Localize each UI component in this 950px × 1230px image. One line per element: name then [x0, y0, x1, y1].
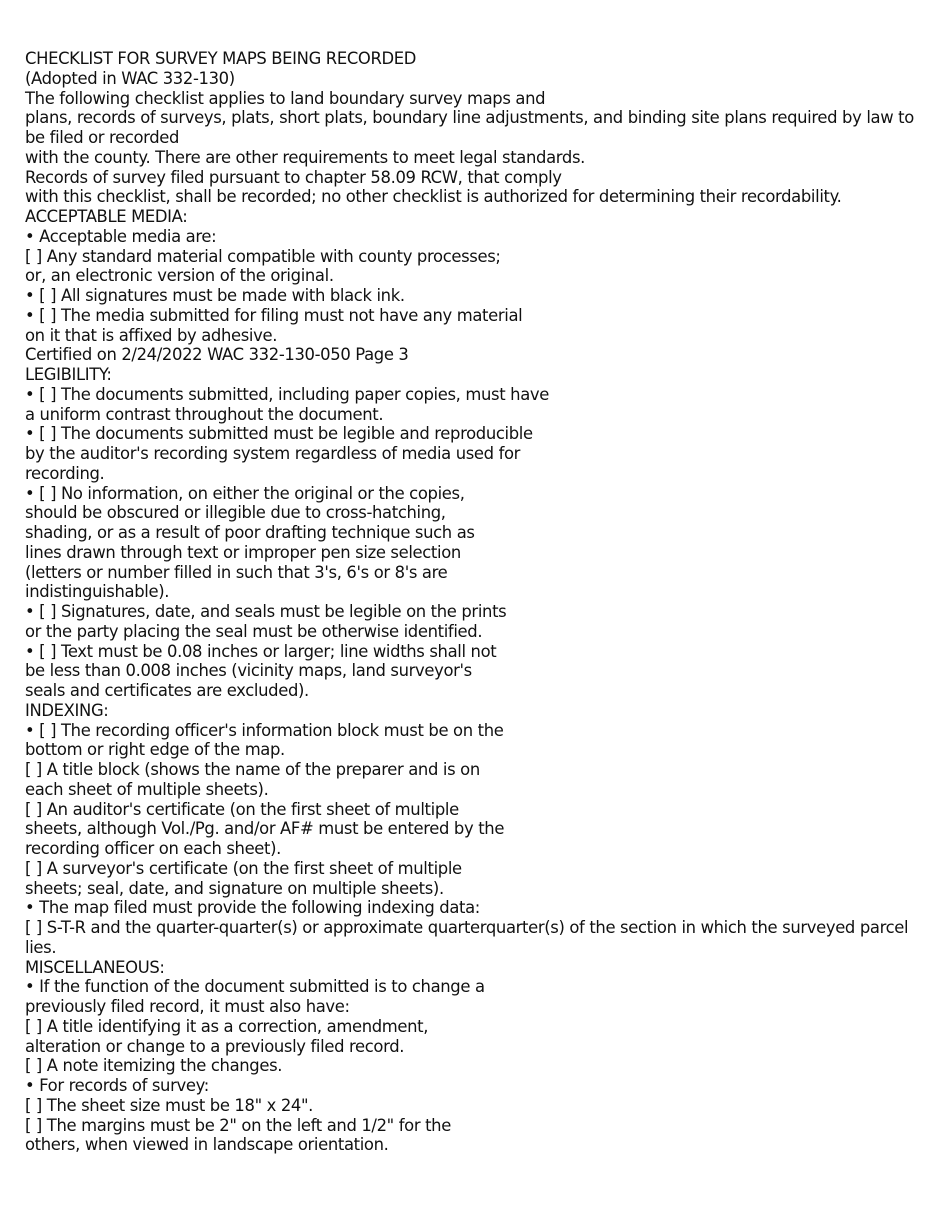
document-body: [25, 49, 919, 1155]
text-line: with the county. There are other requirements to meet legal standards.: [25, 147, 585, 167]
text-line: [ ] A title block (shows the name of the preparer and is on: [25, 760, 480, 779]
text-line: • [ ] The recording officer's information block must be on the: [25, 720, 504, 740]
text-line: • [ ] The documents submitted must be legible and reproducible: [25, 424, 533, 444]
text-line: • [ ] Text must be 0.08 inches or larger; line widths shall not: [25, 641, 497, 661]
text-line: recording.: [25, 463, 105, 483]
text-line: • [ ] The media submitted for filing must not have any material: [25, 305, 523, 325]
text-line: • Acceptable media are:: [25, 226, 217, 246]
text-line: • [ ] The documents submitted, including paper copies, must have: [25, 384, 549, 404]
text-line: INDEXING:: [25, 700, 109, 720]
text-line: bottom or right edge of the map.: [25, 740, 285, 760]
text-line: The following checklist applies to land boundary survey maps and: [25, 88, 546, 108]
text-line: Certified on 2/24/2022 WAC 332-130-050 Page 3: [25, 345, 409, 365]
text-line: (letters or number filled in such that 3's, 6's or 8's are: [25, 562, 448, 582]
text-line: [ ] A title identifying it as a correction, amendment,: [25, 1016, 429, 1036]
text-line: each sheet of multiple sheets).: [25, 779, 269, 799]
text-line: a uniform contrast throughout the document.: [25, 404, 384, 424]
text-line: or the party placing the seal must be otherwise identified.: [25, 621, 483, 641]
text-line: alteration or change to a previously filed record.: [25, 1036, 405, 1056]
text-line: plans, records of surveys, plats, short plats, boundary line adjustments, and binding site plans required by law to be filed or recorded: [25, 108, 919, 147]
text-line: Records of survey filed pursuant to chapter 58.09 RCW, that comply: [25, 167, 562, 187]
text-line: on it that is affixed by adhesive.: [25, 325, 278, 345]
text-line: previously filed record, it must also have:: [25, 997, 350, 1016]
text-line: • If the function of the document submitted is to change a: [25, 977, 485, 997]
text-line: ACCEPTABLE MEDIA:: [25, 207, 188, 226]
text-line: with this checklist, shall be recorded; no other checklist is authorized for determining their recordability.: [25, 187, 842, 207]
text-line: [ ] The margins must be 2" on the left and 1/2" for the: [25, 1115, 451, 1135]
text-line: sheets; seal, date, and signature on multiple sheets).: [25, 878, 444, 898]
text-line: by the auditor's recording system regardless of media used for: [25, 444, 521, 463]
text-line: lines drawn through text or improper pen size selection: [25, 542, 461, 562]
text-line: indistinguishable).: [25, 582, 170, 602]
text-line: or, an electronic version of the original.: [25, 266, 334, 286]
text-line: be less than 0.008 inches (vicinity maps, land surveyor's: [25, 661, 472, 681]
text-line: seals and certificates are excluded).: [25, 681, 309, 700]
text-line: [ ] S-T-R and the quarter-quarter(s) or approximate quarterquarter(s) of the section in which the surveyed parcel lies.: [25, 918, 914, 957]
text-line: • For records of survey:: [25, 1076, 209, 1095]
text-line: LEGIBILITY:: [25, 365, 112, 384]
text-line: • [ ] All signatures must be made with black ink.: [25, 286, 405, 305]
text-line: recording officer on each sheet).: [25, 839, 282, 858]
text-line: should be obscured or illegible due to cross-hatching,: [25, 503, 446, 523]
text-line: CHECKLIST FOR SURVEY MAPS BEING RECORDED: [25, 49, 417, 68]
text-line: [ ] A surveyor's certificate (on the first sheet of multiple: [25, 858, 462, 878]
text-line: [ ] The sheet size must be 18" x 24".: [25, 1095, 314, 1115]
text-line: (Adopted in WAC 332-130): [25, 68, 235, 88]
text-line: shading, or as a result of poor drafting technique such as: [25, 523, 475, 542]
text-line: [ ] A note itemizing the changes.: [25, 1056, 283, 1076]
text-line: sheets, although Vol./Pg. and/or AF# must be entered by the: [25, 819, 505, 839]
text-line: [ ] An auditor's certificate (on the first sheet of multiple: [25, 799, 459, 819]
text-line: [ ] Any standard material compatible with county processes;: [25, 246, 501, 266]
text-line: others, when viewed in landscape orientation.: [25, 1135, 389, 1155]
text-line: MISCELLANEOUS:: [25, 957, 165, 977]
text-line: • [ ] No information, on either the original or the copies,: [25, 483, 465, 503]
text-line: • [ ] Signatures, date, and seals must be legible on the prints: [25, 602, 507, 621]
text-line: • The map filed must provide the following indexing data:: [25, 898, 480, 918]
